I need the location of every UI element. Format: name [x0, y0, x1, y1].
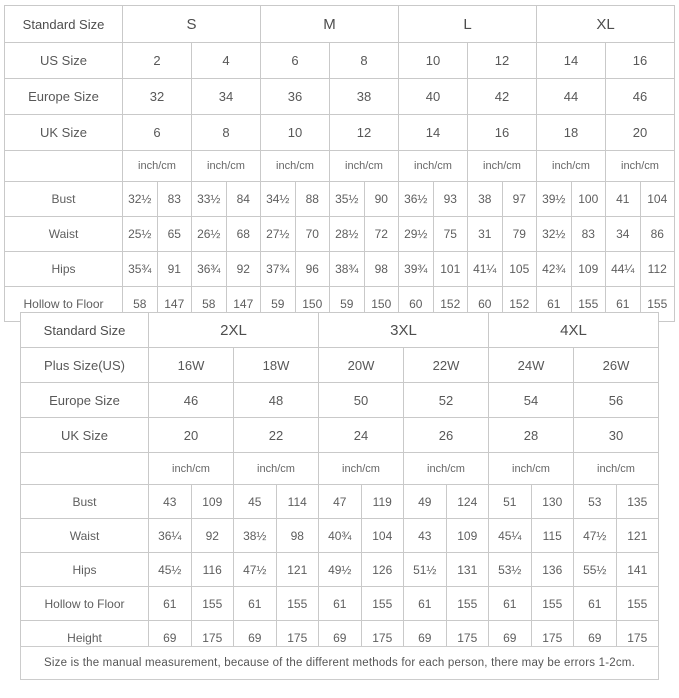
size-value-cell: 16 — [606, 43, 675, 79]
measure-value-cell: 38¾ — [330, 252, 365, 287]
measure-value-cell: 39½ — [537, 182, 572, 217]
measure-value-cell: 109 — [191, 485, 234, 519]
measure-value-cell: 79 — [502, 217, 537, 252]
measure-value-cell: 51 — [489, 485, 532, 519]
measure-value-cell: 136 — [531, 553, 574, 587]
size-value-cell: 12 — [468, 43, 537, 79]
measure-value-cell: 115 — [531, 519, 574, 553]
measure-value-cell: 124 — [446, 485, 489, 519]
measure-value-cell: 59 — [330, 287, 365, 322]
size-group-cell: XL — [537, 6, 675, 43]
measure-value-cell: 49½ — [319, 553, 362, 587]
measure-value-cell: 121 — [616, 519, 659, 553]
measure-value-cell: 109 — [446, 519, 489, 553]
measure-value-cell: 69 — [489, 621, 532, 655]
size-value-cell: 46 — [606, 79, 675, 115]
measure-value-cell: 33½ — [192, 182, 227, 217]
size-value-cell: 10 — [261, 115, 330, 151]
size-value-cell: 38 — [330, 79, 399, 115]
measure-value-cell: 45½ — [149, 553, 192, 587]
size-value-cell: 32 — [123, 79, 192, 115]
size-value-cell: 6 — [261, 43, 330, 79]
measure-value-cell: 53½ — [489, 553, 532, 587]
size-value-cell: 50 — [319, 383, 404, 418]
measure-value-cell: 155 — [640, 287, 675, 322]
size-value-cell: 6 — [123, 115, 192, 151]
measure-value-cell: 131 — [446, 553, 489, 587]
measure-value-cell: 83 — [157, 182, 192, 217]
measure-value-cell: 61 — [404, 587, 447, 621]
measure-value-cell: 155 — [361, 587, 404, 621]
size-value-cell: 14 — [399, 115, 468, 151]
size-value-cell: 18W — [234, 348, 319, 383]
measure-value-cell: 45 — [234, 485, 277, 519]
measure-value-cell: 104 — [640, 182, 675, 217]
size-value-cell: 20 — [606, 115, 675, 151]
size-value-cell: 16W — [149, 348, 234, 383]
measure-value-cell: 175 — [276, 621, 319, 655]
measure-value-cell: 175 — [361, 621, 404, 655]
size-value-cell: 4 — [192, 43, 261, 79]
measure-value-cell: 31 — [468, 217, 503, 252]
measure-value-cell: 175 — [191, 621, 234, 655]
size-value-cell: 14 — [537, 43, 606, 79]
measure-value-cell: 150 — [364, 287, 399, 322]
size-value-cell: 18 — [537, 115, 606, 151]
measure-value-cell: 155 — [616, 587, 659, 621]
unit-cell: inch/cm — [468, 151, 537, 182]
size-value-cell: 40 — [399, 79, 468, 115]
measure-value-cell: 119 — [361, 485, 404, 519]
size-value-cell: 54 — [489, 383, 574, 418]
measure-value-cell: 40¾ — [319, 519, 362, 553]
size-value-cell: 48 — [234, 383, 319, 418]
row-label — [21, 453, 149, 485]
measure-value-cell: 155 — [446, 587, 489, 621]
measure-value-cell: 86 — [640, 217, 675, 252]
row-label: Waist — [21, 519, 149, 553]
measure-value-cell: 175 — [446, 621, 489, 655]
measure-value-cell: 109 — [571, 252, 606, 287]
measure-value-cell: 37¾ — [261, 252, 296, 287]
measure-value-cell: 47 — [319, 485, 362, 519]
row-label: Hollow to Floor — [21, 587, 149, 621]
measure-value-cell: 92 — [191, 519, 234, 553]
measure-value-cell: 96 — [295, 252, 330, 287]
measure-value-cell: 88 — [295, 182, 330, 217]
size-value-cell: 8 — [330, 43, 399, 79]
row-label: Bust — [21, 485, 149, 519]
measure-value-cell: 61 — [149, 587, 192, 621]
measure-value-cell: 51½ — [404, 553, 447, 587]
measure-value-cell: 55½ — [574, 553, 617, 587]
row-label: US Size — [5, 43, 123, 79]
measure-value-cell: 175 — [531, 621, 574, 655]
unit-cell: inch/cm — [234, 453, 319, 485]
size-value-cell: 24W — [489, 348, 574, 383]
measure-value-cell: 97 — [502, 182, 537, 217]
measure-value-cell: 44¼ — [606, 252, 641, 287]
measure-value-cell: 61 — [606, 287, 641, 322]
unit-cell: inch/cm — [489, 453, 574, 485]
measure-value-cell: 26½ — [192, 217, 227, 252]
measure-value-cell: 70 — [295, 217, 330, 252]
size-value-cell: 52 — [404, 383, 489, 418]
measure-value-cell: 93 — [433, 182, 468, 217]
measure-value-cell: 36½ — [399, 182, 434, 217]
measure-value-cell: 36¼ — [149, 519, 192, 553]
size-value-cell: 24 — [319, 418, 404, 453]
measure-value-cell: 75 — [433, 217, 468, 252]
measure-value-cell: 84 — [226, 182, 261, 217]
unit-cell: inch/cm — [123, 151, 192, 182]
measure-value-cell: 69 — [404, 621, 447, 655]
measure-value-cell: 98 — [276, 519, 319, 553]
unit-cell: inch/cm — [606, 151, 675, 182]
size-group-cell: 3XL — [319, 313, 489, 348]
measure-value-cell: 35¾ — [123, 252, 158, 287]
row-label: UK Size — [21, 418, 149, 453]
row-label: Plus Size(US) — [21, 348, 149, 383]
size-value-cell: 34 — [192, 79, 261, 115]
measure-value-cell: 100 — [571, 182, 606, 217]
measure-value-cell: 155 — [191, 587, 234, 621]
measure-value-cell: 29½ — [399, 217, 434, 252]
unit-cell: inch/cm — [404, 453, 489, 485]
size-value-cell: 30 — [574, 418, 659, 453]
measure-value-cell: 35½ — [330, 182, 365, 217]
row-label: Hips — [21, 553, 149, 587]
measure-value-cell: 61 — [537, 287, 572, 322]
size-group-cell: L — [399, 6, 537, 43]
measure-value-cell: 90 — [364, 182, 399, 217]
measure-value-cell: 32½ — [537, 217, 572, 252]
measure-value-cell: 53 — [574, 485, 617, 519]
measure-value-cell: 155 — [276, 587, 319, 621]
row-label: Hips — [5, 252, 123, 287]
measure-value-cell: 130 — [531, 485, 574, 519]
measure-value-cell: 32½ — [123, 182, 158, 217]
unit-cell: inch/cm — [192, 151, 261, 182]
size-value-cell: 28 — [489, 418, 574, 453]
unit-cell: inch/cm — [319, 453, 404, 485]
measure-value-cell: 43 — [404, 519, 447, 553]
measure-value-cell: 61 — [489, 587, 532, 621]
row-label — [5, 151, 123, 182]
measure-value-cell: 69 — [574, 621, 617, 655]
measure-value-cell: 152 — [433, 287, 468, 322]
measure-value-cell: 60 — [399, 287, 434, 322]
size-group-cell: M — [261, 6, 399, 43]
measure-value-cell: 98 — [364, 252, 399, 287]
measure-value-cell: 34½ — [261, 182, 296, 217]
measure-value-cell: 39¾ — [399, 252, 434, 287]
measure-value-cell: 141 — [616, 553, 659, 587]
size-value-cell: 16 — [468, 115, 537, 151]
measure-value-cell: 28½ — [330, 217, 365, 252]
measure-value-cell: 69 — [149, 621, 192, 655]
measure-value-cell: 61 — [319, 587, 362, 621]
measure-value-cell: 68 — [226, 217, 261, 252]
measure-value-cell: 49 — [404, 485, 447, 519]
measure-value-cell: 112 — [640, 252, 675, 287]
row-label: UK Size — [5, 115, 123, 151]
size-value-cell: 8 — [192, 115, 261, 151]
measure-value-cell: 69 — [234, 621, 277, 655]
size-value-cell: 26 — [404, 418, 489, 453]
size-value-cell: 56 — [574, 383, 659, 418]
measure-value-cell: 116 — [191, 553, 234, 587]
size-value-cell: 20W — [319, 348, 404, 383]
measure-value-cell: 45¼ — [489, 519, 532, 553]
size-value-cell: 20 — [149, 418, 234, 453]
measure-value-cell: 83 — [571, 217, 606, 252]
size-group-cell: S — [123, 6, 261, 43]
measure-value-cell: 91 — [157, 252, 192, 287]
row-label: Standard Size — [21, 313, 149, 348]
measure-value-cell: 147 — [157, 287, 192, 322]
size-value-cell: 44 — [537, 79, 606, 115]
unit-cell: inch/cm — [574, 453, 659, 485]
measure-value-cell: 61 — [574, 587, 617, 621]
measure-value-cell: 101 — [433, 252, 468, 287]
measure-value-cell: 152 — [502, 287, 537, 322]
unit-cell: inch/cm — [537, 151, 606, 182]
row-label: Waist — [5, 217, 123, 252]
measure-value-cell: 27½ — [261, 217, 296, 252]
size-value-cell: 36 — [261, 79, 330, 115]
measure-value-cell: 41 — [606, 182, 641, 217]
row-label: Standard Size — [5, 6, 123, 43]
row-label: Height — [21, 621, 149, 655]
measure-value-cell: 150 — [295, 287, 330, 322]
measure-value-cell: 42¾ — [537, 252, 572, 287]
unit-cell: inch/cm — [399, 151, 468, 182]
row-label: Hollow to Floor — [5, 287, 123, 322]
measure-value-cell: 25½ — [123, 217, 158, 252]
plus-size-table — [20, 312, 659, 655]
measure-value-cell: 155 — [531, 587, 574, 621]
size-group-cell: 2XL — [149, 313, 319, 348]
measure-value-cell: 38 — [468, 182, 503, 217]
row-label: Europe Size — [21, 383, 149, 418]
measure-value-cell: 155 — [571, 287, 606, 322]
unit-cell: inch/cm — [330, 151, 399, 182]
measurement-note: Size is the manual measurement, because of the different methods for each person, there may be errors 1-2cm. — [20, 646, 659, 680]
measure-value-cell: 65 — [157, 217, 192, 252]
measure-value-cell: 60 — [468, 287, 503, 322]
size-value-cell: 2 — [123, 43, 192, 79]
measure-value-cell: 135 — [616, 485, 659, 519]
unit-cell: inch/cm — [149, 453, 234, 485]
measure-value-cell: 58 — [123, 287, 158, 322]
row-label: Bust — [5, 182, 123, 217]
measure-value-cell: 34 — [606, 217, 641, 252]
measure-value-cell: 43 — [149, 485, 192, 519]
measure-value-cell: 92 — [226, 252, 261, 287]
measure-value-cell: 104 — [361, 519, 404, 553]
size-value-cell: 22 — [234, 418, 319, 453]
size-value-cell: 22W — [404, 348, 489, 383]
standard-size-table — [4, 5, 675, 322]
measure-value-cell: 105 — [502, 252, 537, 287]
size-group-cell: 4XL — [489, 313, 659, 348]
size-value-cell: 12 — [330, 115, 399, 151]
measure-value-cell: 72 — [364, 217, 399, 252]
size-value-cell: 42 — [468, 79, 537, 115]
measure-value-cell: 47½ — [574, 519, 617, 553]
size-value-cell: 10 — [399, 43, 468, 79]
measure-value-cell: 41¼ — [468, 252, 503, 287]
measure-value-cell: 114 — [276, 485, 319, 519]
measure-value-cell: 47½ — [234, 553, 277, 587]
measure-value-cell: 126 — [361, 553, 404, 587]
measure-value-cell: 175 — [616, 621, 659, 655]
measure-value-cell: 36¾ — [192, 252, 227, 287]
measure-value-cell: 59 — [261, 287, 296, 322]
size-value-cell: 26W — [574, 348, 659, 383]
measure-value-cell: 69 — [319, 621, 362, 655]
unit-cell: inch/cm — [261, 151, 330, 182]
size-value-cell: 46 — [149, 383, 234, 418]
measure-value-cell: 38½ — [234, 519, 277, 553]
measure-value-cell: 58 — [192, 287, 227, 322]
measure-value-cell: 121 — [276, 553, 319, 587]
row-label: Europe Size — [5, 79, 123, 115]
measure-value-cell: 147 — [226, 287, 261, 322]
measure-value-cell: 61 — [234, 587, 277, 621]
